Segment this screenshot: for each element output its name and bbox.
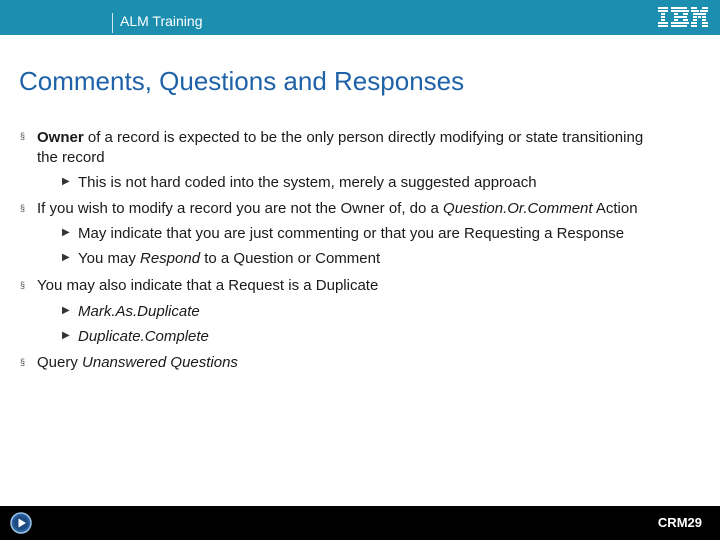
respond-text-pre: You may <box>78 250 140 267</box>
sub-bullet-marker: ▶ <box>62 330 70 341</box>
footer-bar <box>0 506 720 540</box>
header-title: ALM Training <box>120 13 203 29</box>
sub-bullet-respond <box>78 250 380 267</box>
owner-term: Owner <box>37 129 84 146</box>
header-bar <box>0 0 720 35</box>
owner-text: of a record is expected to be the only person directly modifying or state transitioning <box>83 129 644 146</box>
sub-bullet-marker: ▶ <box>62 305 70 316</box>
sub-bullet-marker: ▶ <box>62 227 70 238</box>
sub-bullet-mark-as-duplicate: Mark.As.Duplicate <box>78 303 200 320</box>
sub-bullet-commenting: May indicate that you are just commenting or that you are Requesting a Response <box>78 225 625 242</box>
bullet-owner <box>37 129 643 146</box>
sub-bullet-duplicate-complete: Duplicate.Complete <box>78 328 209 345</box>
sub-bullet-marker: ▶ <box>62 176 70 187</box>
ibm-logo <box>656 6 710 30</box>
header-divider <box>112 13 113 33</box>
play-icon[interactable] <box>10 512 32 534</box>
bullet-marker: § <box>20 203 26 213</box>
bullet-duplicate: You may also indicate that a Request is a Duplicate <box>37 277 379 294</box>
respond-term: Respond <box>140 250 201 267</box>
question-or-comment-term: Question.Or.Comment <box>443 200 593 217</box>
unanswered-questions-term: Unanswered Questions <box>82 354 238 371</box>
sub-bullet-not-hard-coded: This is not hard coded into the system, merely a suggested approach <box>78 174 537 191</box>
sub-bullet-marker: ▶ <box>62 252 70 263</box>
modify-text-pre: If you wish to modify a record you are not the Owner of, do a <box>37 200 444 217</box>
slide-code: CRM29 <box>657 515 702 530</box>
bullet-marker: § <box>20 357 26 367</box>
bullet-query <box>37 354 238 371</box>
query-text-pre: Query <box>37 354 83 371</box>
bullet-marker: § <box>20 131 26 141</box>
modify-text-post: Action <box>592 200 638 217</box>
slide-title: Comments, Questions and Responses <box>19 66 465 96</box>
respond-text-post: to a Question or Comment <box>200 250 381 267</box>
bullet-marker: § <box>20 280 26 290</box>
bullet-owner-wrap: the record <box>37 149 105 166</box>
bullet-modify-record <box>37 200 638 217</box>
